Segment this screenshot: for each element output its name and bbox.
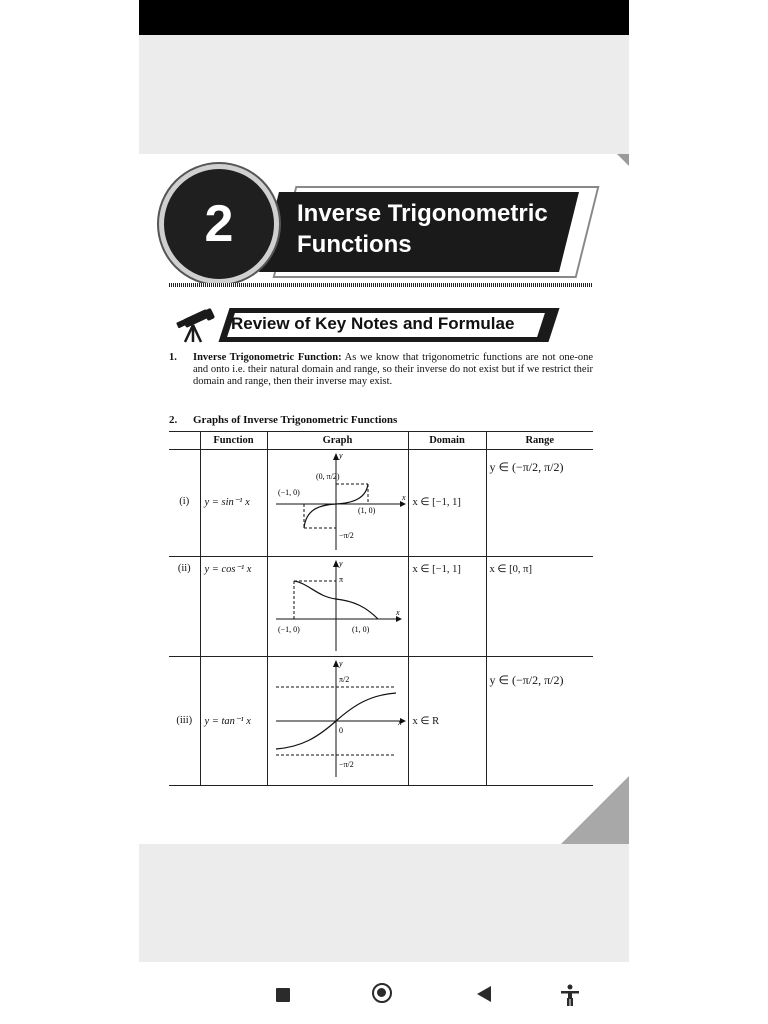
graph-arcsin-y-label: y <box>338 451 343 460</box>
table-row <box>169 657 593 786</box>
navigation-bar <box>0 962 768 1024</box>
graph-arccos <box>268 557 409 656</box>
row-range: y ∈ (−π/2, π/2) <box>489 673 564 687</box>
viewer-background-top <box>139 35 629 154</box>
row-range: x ∈ [0, π] <box>489 564 532 575</box>
graph-arctan-x-label: x <box>397 718 402 727</box>
graph-arccos-left-label: (−1, 0) <box>277 625 300 634</box>
row-function: y = sin⁻¹ x <box>204 497 250 508</box>
table-header-row <box>169 432 593 450</box>
page-corner-fold-bottom <box>561 776 629 844</box>
row-domain: x ∈ [−1, 1] <box>412 564 461 575</box>
row-function: y = cos⁻¹ x <box>204 564 252 575</box>
chapter-title <box>297 198 548 260</box>
point-2 <box>169 414 398 426</box>
accessibility-icon[interactable] <box>560 984 580 1006</box>
status-bar <box>139 0 629 35</box>
graph-arccos-y-label: y <box>338 559 343 568</box>
graph-arcsin <box>268 450 409 556</box>
graph-arctan-top-label: π/2 <box>338 675 349 684</box>
row-domain: x ∈ [−1, 1] <box>412 497 461 508</box>
graph-arctan-bottom-label: −π/2 <box>338 760 354 769</box>
chapter-header <box>159 158 609 276</box>
page-corner-fold-top <box>617 154 629 166</box>
table-header-domain: Domain <box>408 432 486 450</box>
point-1-text: As we know that trigonometric functions are not one-one and onto i.e. their natural domain and range, so their inverse do not exist but if we restrict their domain and range, then their inverse may exist. <box>193 352 593 387</box>
table-header-graph: Graph <box>267 432 408 450</box>
inverse-trig-table <box>169 431 593 786</box>
graph-arctan-origin-label: 0 <box>338 726 343 735</box>
point-1-number: 1. <box>169 352 177 363</box>
home-button-icon[interactable] <box>372 983 392 1003</box>
row-function: y = tan⁻¹ x <box>204 716 251 727</box>
row-range: y ∈ (−π/2, π/2) <box>489 460 564 474</box>
table-row <box>169 557 593 657</box>
graph-arccos-x-label: x <box>395 608 400 617</box>
graph-arcsin-x-label: x <box>401 493 406 502</box>
recents-button-icon[interactable] <box>276 988 290 1002</box>
section-banner <box>169 302 609 348</box>
graph-arctan <box>268 657 409 785</box>
telescope-icon <box>169 308 217 344</box>
table-header-function: Function <box>200 432 267 450</box>
table-row <box>169 450 593 557</box>
document-page <box>139 154 629 844</box>
graph-arcsin-left-label: (−1, 0) <box>277 488 300 497</box>
row-label: (i) <box>179 496 190 507</box>
graph-arcsin-right-label: (1, 0) <box>357 506 375 515</box>
graph-arcsin-top-label: (0, π/2) <box>315 472 340 481</box>
viewer-background-bottom <box>139 844 629 962</box>
point-1-body <box>193 352 593 388</box>
chapter-title-line1: Inverse Trigonometric <box>297 200 548 227</box>
row-label: (ii) <box>177 563 191 574</box>
table-header-range: Range <box>486 432 593 450</box>
back-button-icon[interactable] <box>477 986 491 1002</box>
dotted-divider <box>169 283 593 287</box>
section-banner-title: Review of Key Notes and Formulae <box>231 314 515 333</box>
point-1-term: Inverse Trigonometric Function: <box>193 352 342 363</box>
row-label: (iii) <box>176 715 193 726</box>
point-2-heading: Graphs of Inverse Trigonometric Functions <box>193 414 398 426</box>
table-header-blank <box>169 432 200 450</box>
chapter-title-line2: Functions <box>297 231 412 258</box>
row-domain: x ∈ R <box>412 716 440 727</box>
graph-arccos-top-label: π <box>338 575 343 584</box>
graph-arccos-right-label: (1, 0) <box>351 625 369 634</box>
point-2-number: 2. <box>169 414 178 426</box>
chapter-number: 2 <box>159 164 279 284</box>
graph-arcsin-bottom-label: −π/2 <box>338 531 354 540</box>
graph-arctan-y-label: y <box>338 659 343 668</box>
